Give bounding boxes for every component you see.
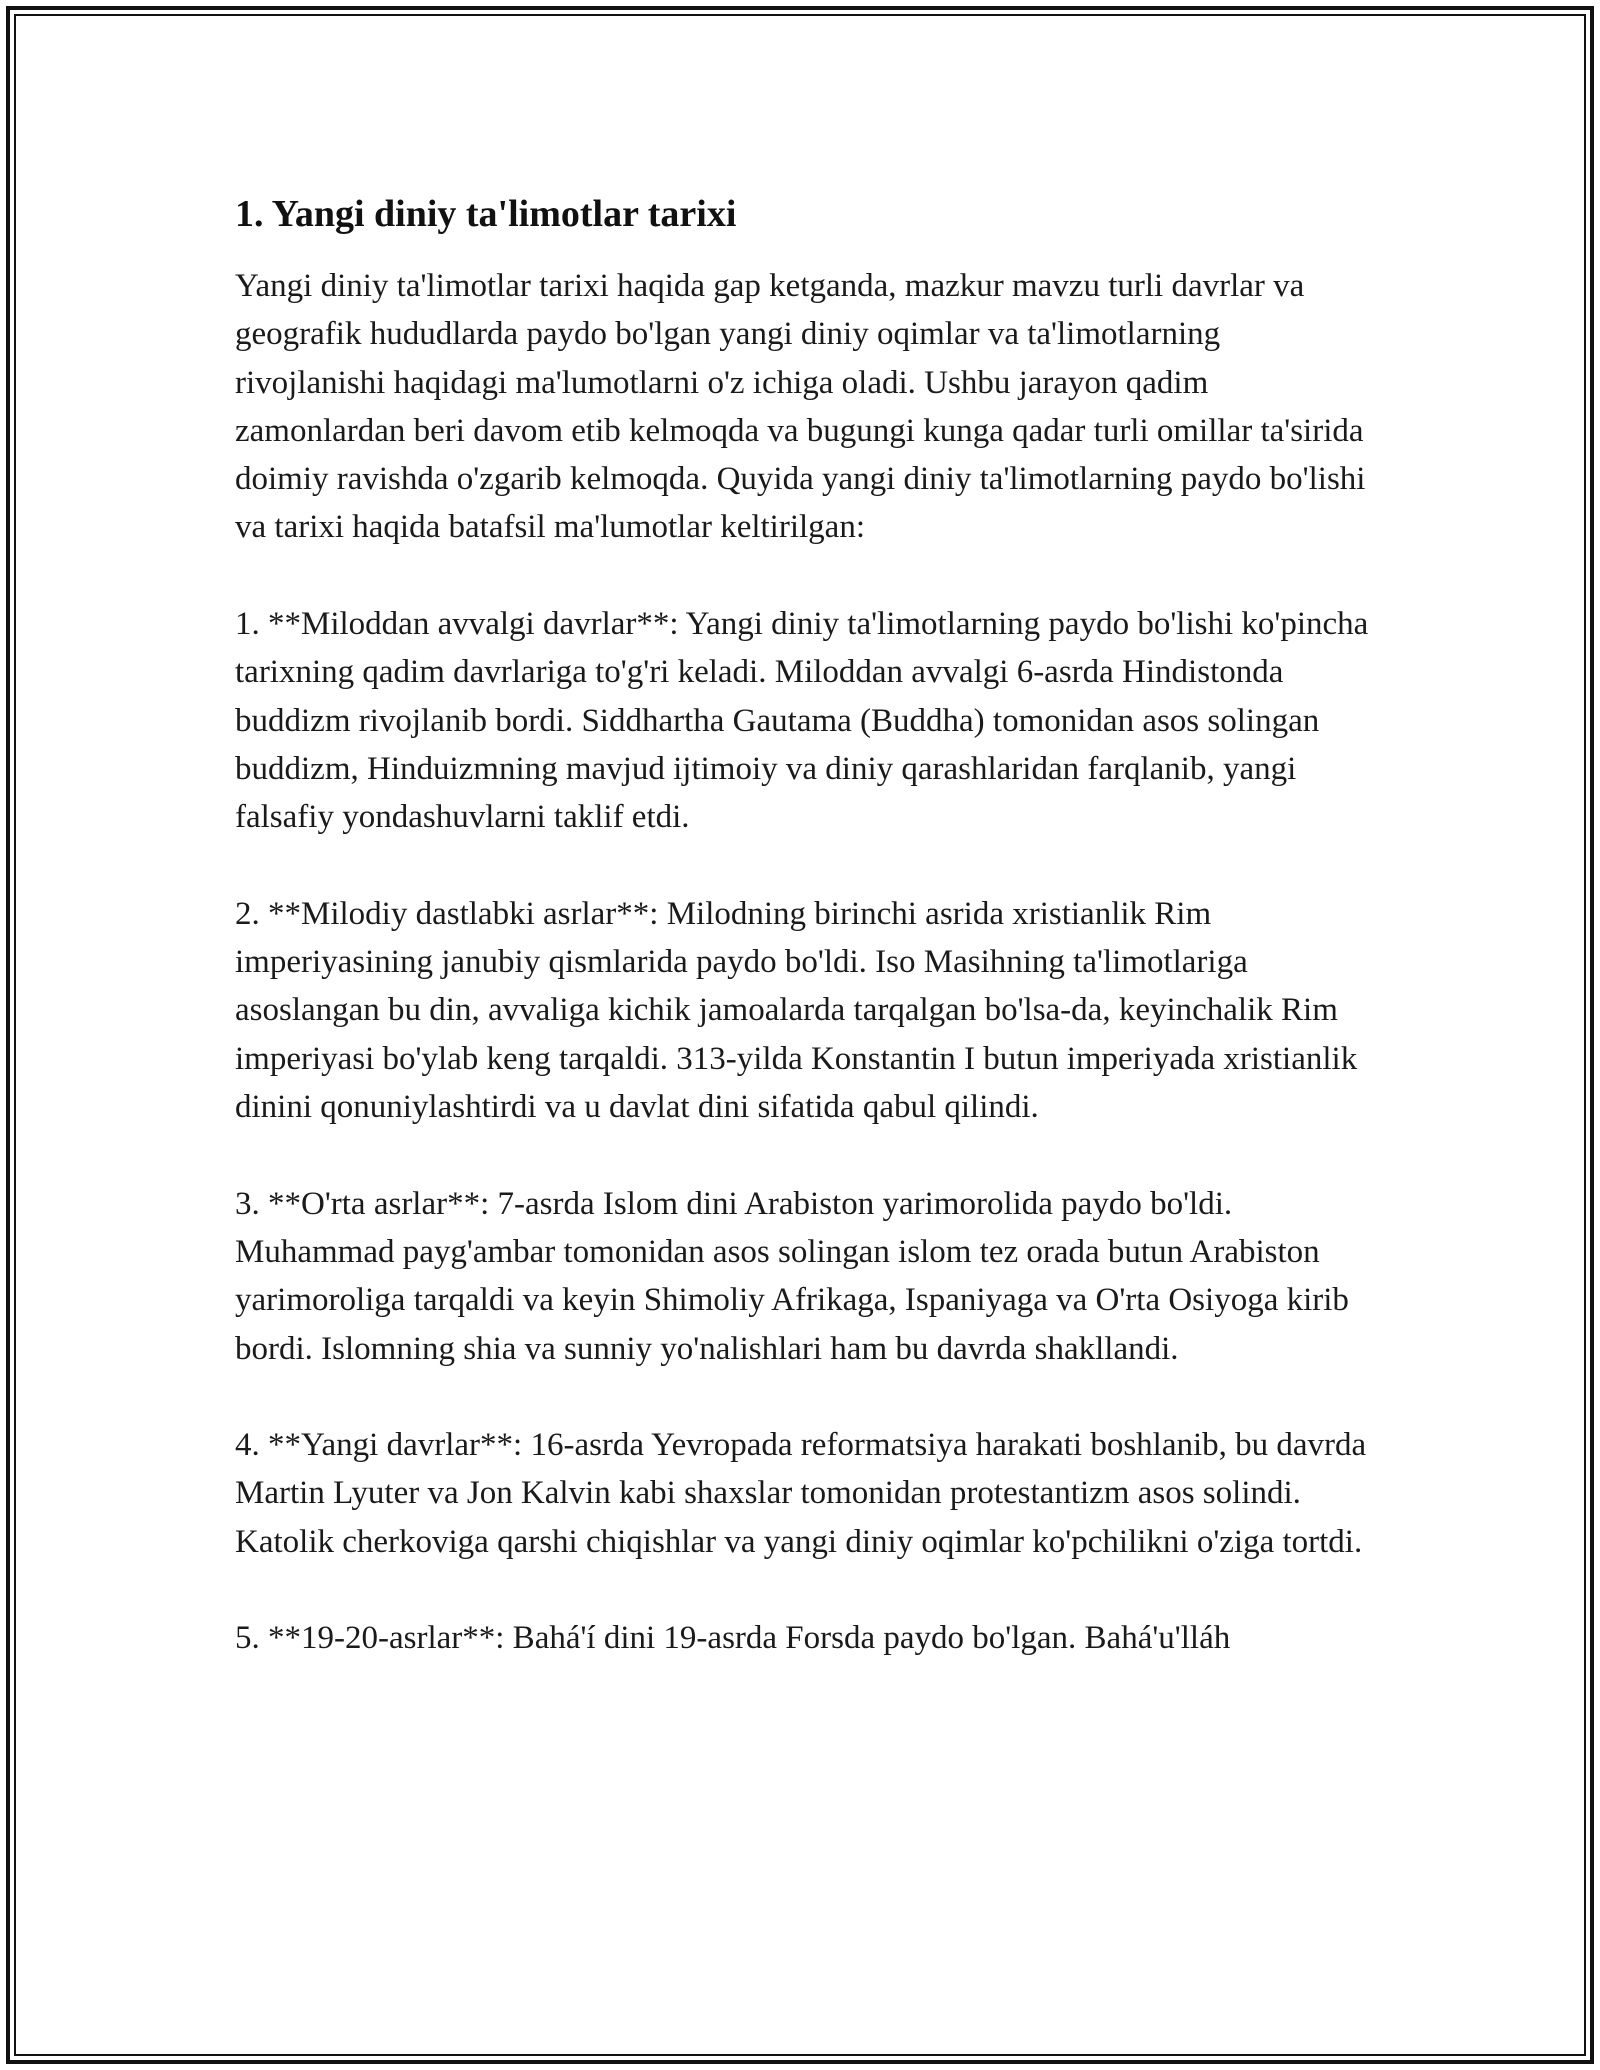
list-item-2-paragraph: 2. **Milodiy dastlabki asrlar**: Milodning birinchi asrida xristianlik Rim imperiyasining janubiy qismlarida paydo bo'ldi. Iso Masihning ta'limotlariga asoslangan bu din, avvaliga kichik jamoalarda tarqalgan bo'lsa-da, keyinchalik Rim imperiyasi bo'ylab keng tarqaldi. 313-yilda Konstantin I butun imperiyada xristianlik dinini qonuniylashtirdi va u davlat dini sifatida qabul qilindi. xyxy=(235,895,1358,1126)
section-heading: 1. Yangi diniy ta'limotlar tarixi xyxy=(235,193,737,235)
list-item-4-paragraph: 4. **Yangi davrlar**: 16-asrda Yevropada reformatsiya harakati boshlanib, bu davrda Martin Lyuter va Jon Kalvin kabi shaxslar tomonidan protestantizm asos solindi. Katolik cherkoviga qarshi chiqishlar va yangi diniy oqimlar ko'pchilikni o'ziga tortdi. xyxy=(235,1427,1367,1560)
list-item-3-paragraph: 3. **O'rta asrlar**: 7-asrda Islom dini Arabiston yarimorolida paydo bo'ldi. Muhammad payg'ambar tomonidan asos solingan islom tez orada butun Arabiston yarimoroliga tarqaldi va keyin Shimoliy Afrikaga, Ispaniyaga va O'rta Osiyoga kirib bordi. Islomning shia va sunniy yo'nalishlari ham bu davrda shakllandi. xyxy=(235,1185,1349,1367)
list-item-5-paragraph: 5. **19-20-asrlar**: Bahá'í dini 19-asrda Forsda paydo bo'lgan. Bahá'u'lláh xyxy=(235,1620,1231,1657)
document-body xyxy=(235,190,1375,1663)
list-item-1-paragraph: 1. **Miloddan avvalgi davrlar**: Yangi diniy ta'limotlarning paydo bo'lishi ko'pincha tarixning qadim davrlariga to'g'ri keladi. Miloddan avvalgi 6-asrda Hindistonda buddizm rivojlanib bordi. Siddhartha Gautama (Buddha) tomonidan asos solingan buddizm, Hinduizmning mavjud ijtimoiy va diniy qarashlaridan farqlanib, yangi falsafiy yondashuvlarni taklif etdi. xyxy=(235,606,1369,836)
intro-paragraph: Yangi diniy ta'limotlar tarixi haqida gap ketganda, mazkur mavzu turli davrlar va geografik hududlarda paydo bo'lgan yangi diniy oqimlar va ta'limotlarning rivojlanishi haqidagi ma'lumotlarni o'z ichiga oladi. Ushbu jarayon qadim zamonlardan beri davom etib kelmoqda va bugungi kunga qadar turli omillar ta'sirida doimiy ravishda o'zgarib kelmoqda. Quyida yangi diniy ta'limotlarning paydo bo'lishi va tarixi haqida batafsil ma'lumotlar keltirilgan: xyxy=(235,268,1366,546)
